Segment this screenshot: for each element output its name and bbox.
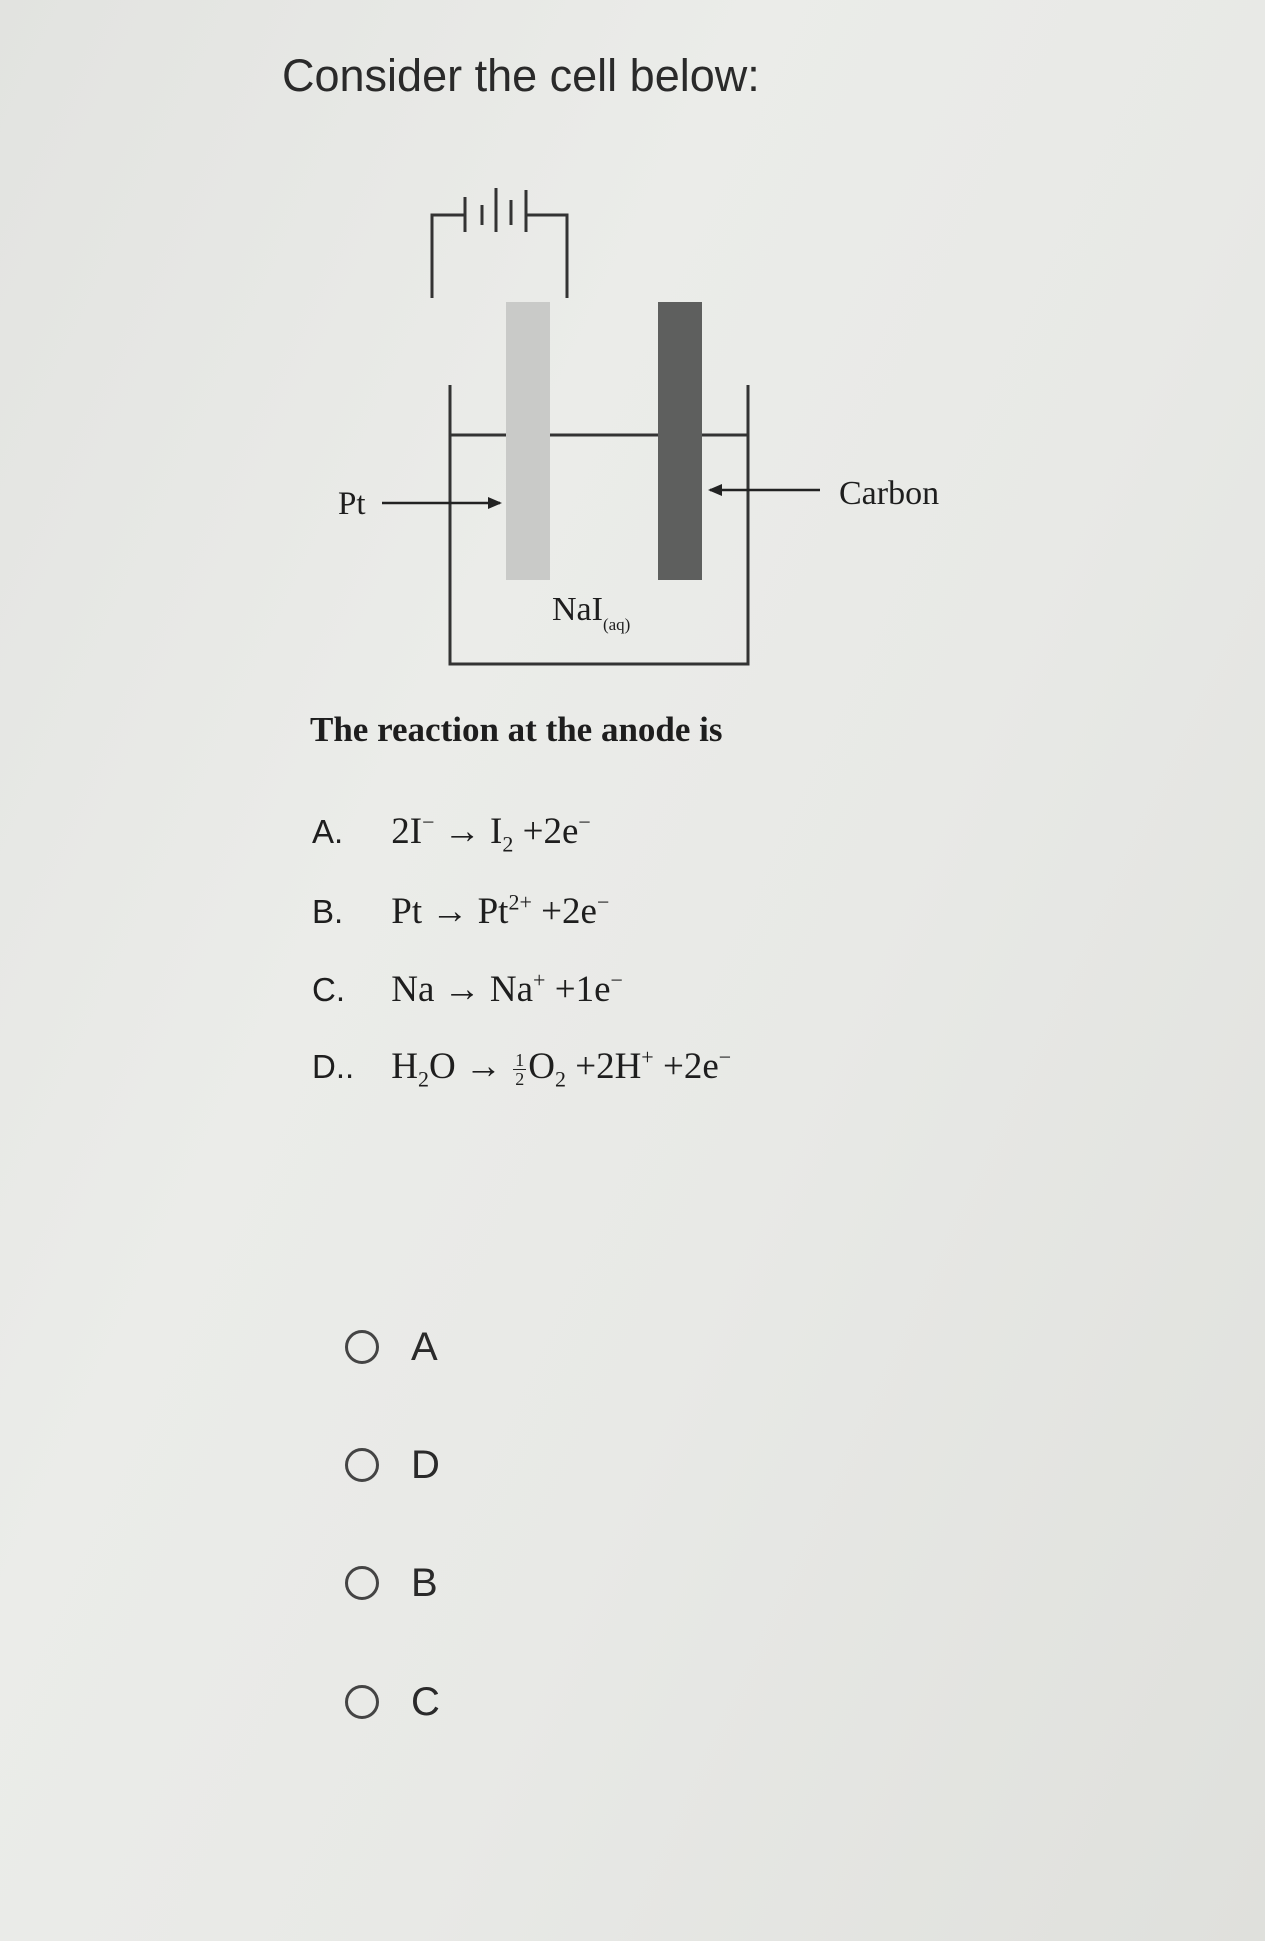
pt-arrowhead [488,497,502,509]
choice-c [312,968,623,1011]
battery-icon [445,188,550,232]
question-stem: The reaction at the anode is [310,710,723,749]
choice-d-letter: D.. [312,1048,355,1086]
choice-b-equation: $Pt \to Pt^{2+} +2e^-$ [391,890,610,933]
carbon-label: Carbon [839,475,940,512]
answer-option-c[interactable] [345,1677,440,1727]
left-wire [432,215,445,298]
choice-a [312,810,591,858]
choice-b [312,890,609,933]
choice-b-letter: B. [312,893,344,931]
choice-c-letter: C. [312,971,345,1009]
answer-option-label: C [411,1679,440,1724]
right-wire [550,215,567,298]
choice-d-equation: $H_2O$ → $\frac{1}{2}$ $O_2 +2H^+ +2e^-$ [391,1045,732,1092]
question-title: Consider the cell below: [282,50,760,101]
radio-button[interactable] [345,1685,379,1719]
answer-option-label: D [411,1442,440,1487]
electrolytic-cell-diagram [320,170,980,690]
platinum-electrode [506,302,550,580]
choice-a-letter: A. [312,813,344,851]
carbon-electrode [658,302,702,580]
radio-button[interactable] [345,1566,379,1600]
answer-option-d[interactable] [345,1440,440,1490]
radio-button[interactable] [345,1448,379,1482]
pt-label: Pt [338,486,366,522]
radio-button[interactable] [345,1330,379,1364]
answer-option-a[interactable] [345,1322,438,1372]
answer-option-b[interactable] [345,1558,438,1608]
answer-option-label: B [411,1560,438,1605]
answer-option-label: A [411,1324,438,1369]
carbon-arrowhead [708,484,722,496]
choice-d [312,1045,731,1093]
choice-a-equation: $2I^- \to I_2 +2e^-$ [391,810,591,857]
choice-c-equation: Na → Na+ +1e− [391,968,623,1011]
solution-label: NaI$_{(aq)}$ [552,591,631,634]
